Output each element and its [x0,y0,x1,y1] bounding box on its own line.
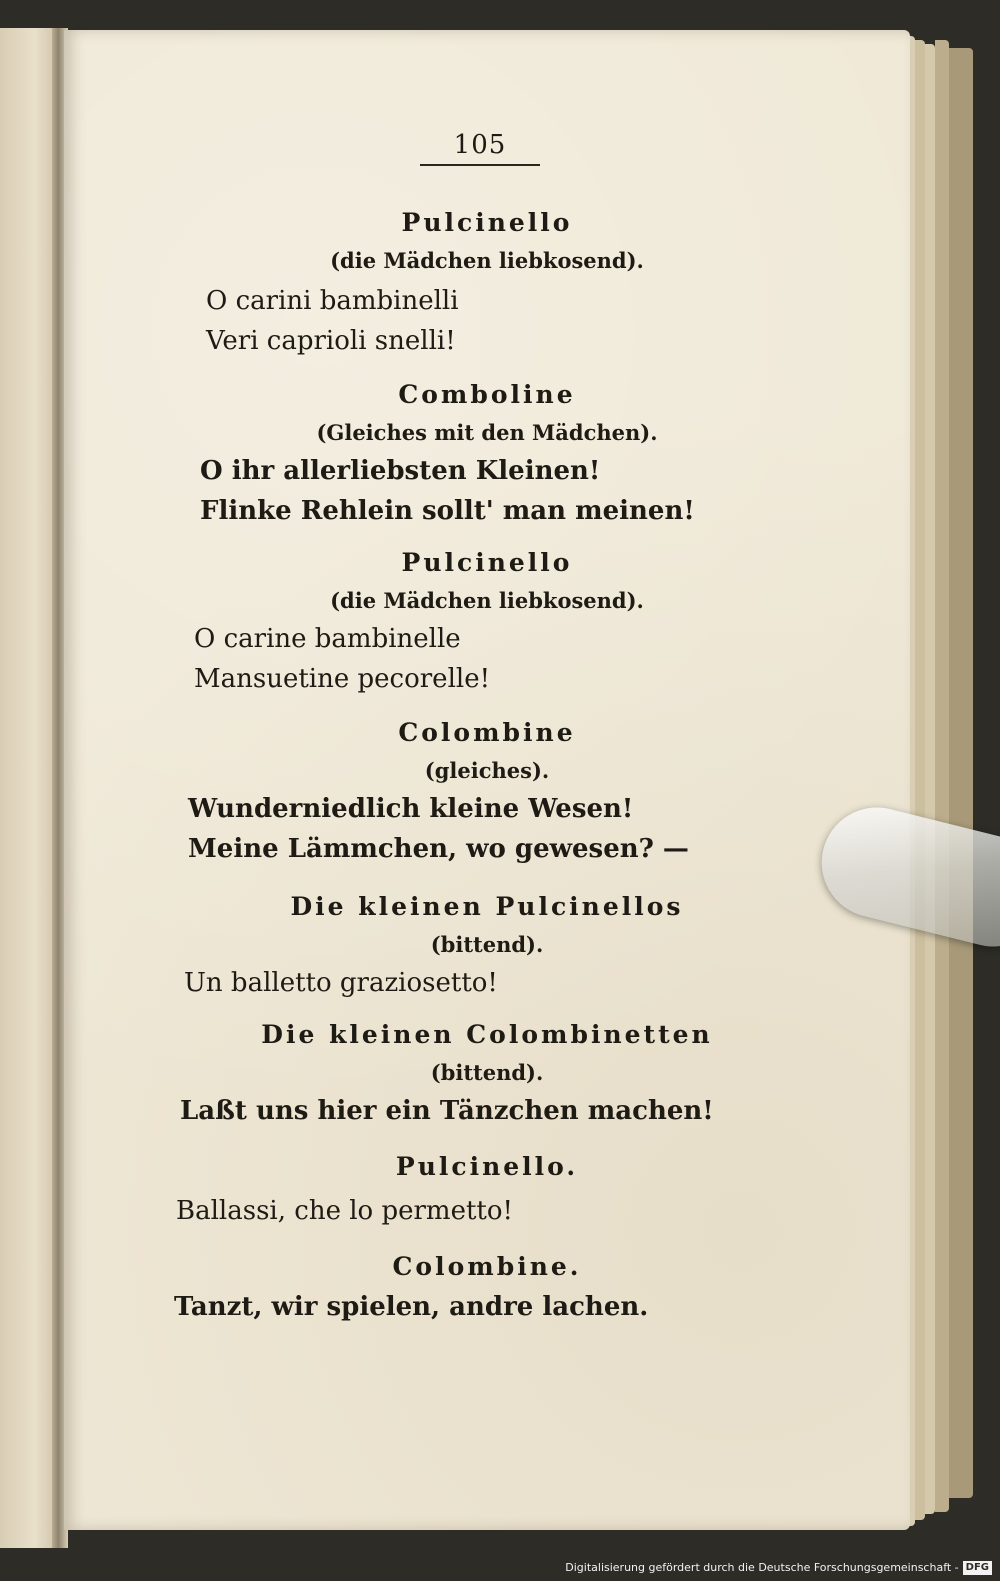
book-page [64,30,910,1530]
speaker-name: Colombine. [392,1252,582,1281]
verse-line: Mansuetine pecorelle! [194,664,491,694]
dfg-logo: DFG [963,1561,992,1575]
stage-direction: (bittend). [430,1060,544,1085]
page-stack-edge [949,48,973,1498]
speaker-name: Die kleinen Colombinetten [261,1020,713,1049]
verse-line: Ballassi, che lo permetto! [176,1196,513,1226]
verse-line: Meine Lämmchen, wo gewesen? — [188,834,689,864]
speaker-name: Pulcinello [401,548,573,577]
verse-line: Un balletto graziosetto! [184,968,498,998]
verse-line: Flinke Rehlein sollt' man meinen! [200,496,695,526]
stage-direction: (bittend). [430,932,544,957]
stage-direction: (gleiches). [424,758,550,783]
speaker-name: Comboline [398,380,576,409]
page-stack-edge [925,44,935,1514]
previous-page-edge [0,28,58,1548]
page-number: 105 [420,130,540,166]
verse-line: O carine bambinelle [194,624,461,654]
speaker-name: Colombine [398,718,576,747]
verse-line: O ihr allerliebsten Kleinen! [200,456,601,486]
verse-line: Wunderniedlich kleine Wesen! [188,794,634,824]
verse-line: Laßt uns hier ein Tänzchen machen! [180,1096,714,1126]
speaker-name: Pulcinello. [395,1152,579,1181]
speaker-name: Die kleinen Pulcinellos [290,892,684,921]
page-stack-edge [915,40,925,1520]
stage-direction: (die Mädchen liebkosend). [330,588,644,613]
verse-line: O carini bambinelli [206,286,459,316]
credit-text: Digitalisierung gefördert durch die Deutsche Forschungsgemeinschaft - [565,1561,959,1574]
stage-direction: (die Mädchen liebkosend). [330,248,644,273]
page-stack-edge [935,40,949,1512]
verse-line: Veri caprioli snelli! [206,326,456,356]
speaker-name: Pulcinello [401,208,573,237]
digitization-credit [565,1559,992,1577]
stage-direction: (Gleiches mit den Mädchen). [316,420,658,445]
verse-line: Tanzt, wir spielen, andre lachen. [174,1292,649,1322]
